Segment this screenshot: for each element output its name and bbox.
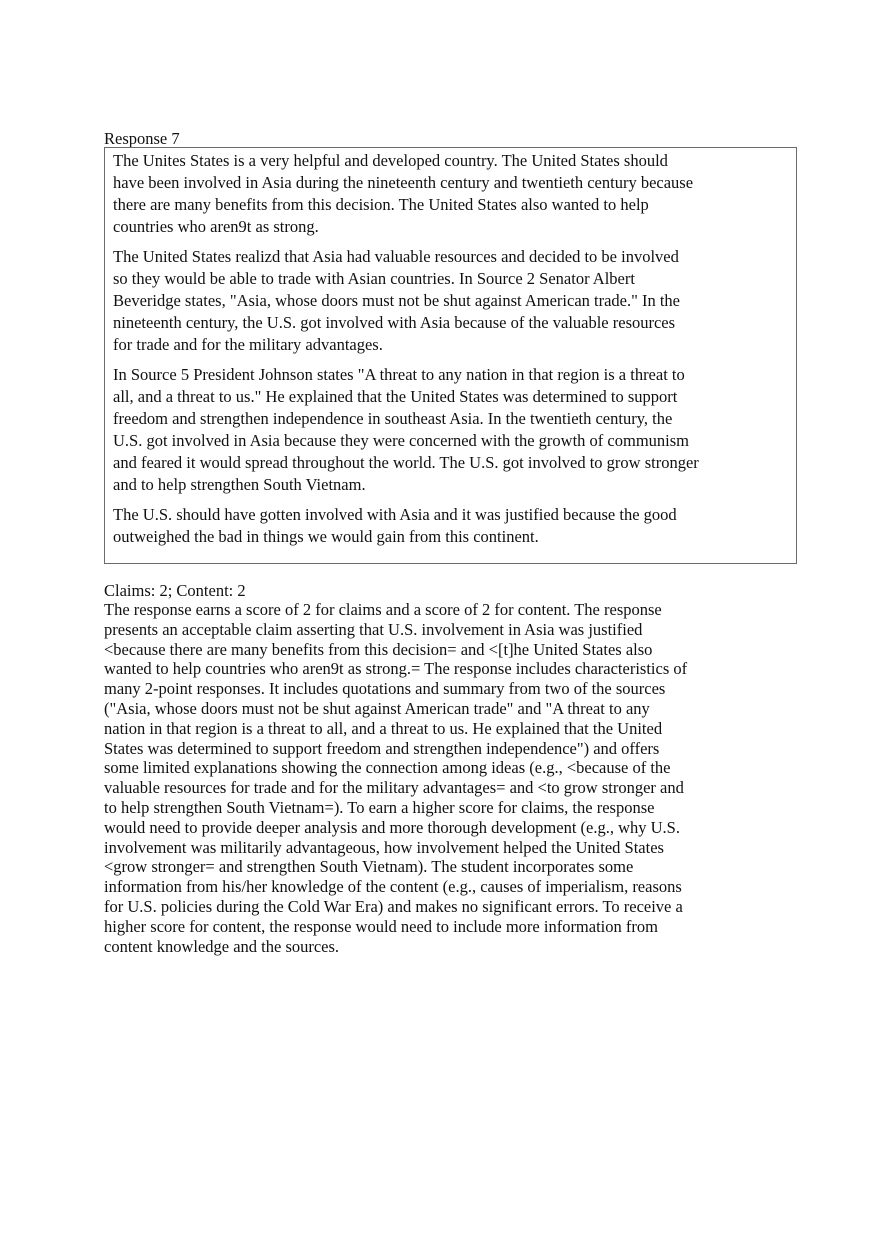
response-label: Response 7	[104, 129, 180, 148]
commentary-line: higher score for content, the response would need to include more information from	[104, 916, 658, 936]
commentary-line: information from his/her knowledge of the content (e.g., causes of imperialism, reasons	[104, 877, 682, 897]
commentary-line: involvement was militarily advantageous, how involvement helped the United States	[104, 837, 664, 857]
student-response-box	[104, 147, 797, 564]
response-line: all, and a threat to us." He explained that the United States was determined to support	[113, 387, 678, 406]
response-line: countries who aren9t as strong.	[113, 217, 319, 236]
response-line: for trade and for the military advantages.	[113, 335, 383, 354]
response-line: outweighed the bad in things we would gain from this continent.	[113, 527, 539, 546]
response-paragraph-3	[113, 364, 796, 496]
commentary-line: nation in that region is a threat to all, and a threat to us. He explained that the United	[104, 718, 663, 738]
response-line: freedom and strengthen independence in southeast Asia. In the twentieth century, the	[113, 409, 673, 428]
scoring-commentary	[104, 600, 804, 956]
commentary-line: States was determined to support freedom and strengthen independence") and offers	[104, 738, 660, 758]
commentary-line: many 2-point responses. It includes quotations and summary from two of the sources	[104, 679, 666, 699]
commentary-line: content knowledge and the sources.	[104, 936, 340, 956]
response-line: nineteenth century, the U.S. got involved with Asia because of the valuable resources	[113, 313, 676, 332]
response-paragraph-1	[113, 150, 796, 238]
score-label: Claims: 2; Content: 2	[104, 581, 246, 600]
response-line: so they would be able to trade with Asian countries. In Source 2 Senator Albert	[113, 269, 635, 288]
response-line: U.S. got involved in Asia because they were concerned with the growth of communism	[113, 431, 689, 450]
commentary-line: <because there are many benefits from this decision= and <[t]he United States also	[104, 639, 653, 659]
response-line: and feared it would spread throughout the world. The U.S. got involved to grow stronger	[113, 453, 699, 472]
response-line: The U.S. should have gotten involved with Asia and it was justified because the good	[113, 505, 677, 524]
response-line: The Unites States is a very helpful and developed country. The United States should	[113, 151, 668, 170]
response-line: have been involved in Asia during the nineteenth century and twentieth century because	[113, 173, 694, 192]
commentary-line: for U.S. policies during the Cold War Era) and makes no significant errors. To receive a	[104, 896, 683, 916]
commentary-line: <grow stronger= and strengthen South Vietnam). The student incorporates some	[104, 857, 634, 877]
response-paragraph-2	[113, 246, 796, 356]
commentary-line: to help strengthen South Vietnam=). To earn a higher score for claims, the response	[104, 797, 655, 817]
response-line: The United States realizd that Asia had valuable resources and decided to be involved	[113, 247, 679, 266]
response-line: In Source 5 President Johnson states "A threat to any nation in that region is a threat to	[113, 365, 685, 384]
commentary-line: The response earns a score of 2 for claims and a score of 2 for content. The response	[104, 600, 662, 619]
response-line: and to help strengthen South Vietnam.	[113, 475, 366, 494]
commentary-line: valuable resources for trade and for the military advantages= and <to grow stronger and	[104, 778, 684, 798]
response-paragraph-4	[113, 504, 796, 548]
commentary-line: ("Asia, whose doors must not be shut against American trade" and "A threat to any	[104, 698, 650, 718]
response-line: there are many benefits from this decision. The United States also wanted to help	[113, 195, 649, 214]
commentary-line: would need to provide deeper analysis and more thorough development (e.g., why U.S.	[104, 817, 680, 837]
commentary-line: some limited explanations showing the connection among ideas (e.g., <because of the	[104, 758, 671, 778]
commentary-line: wanted to help countries who aren9t as strong.= The response includes characteristics of	[104, 659, 688, 679]
commentary-line: presents an acceptable claim asserting that U.S. involvement in Asia was justified	[104, 619, 643, 639]
response-line: Beveridge states, "Asia, whose doors must not be shut against American trade." In the	[113, 291, 681, 310]
